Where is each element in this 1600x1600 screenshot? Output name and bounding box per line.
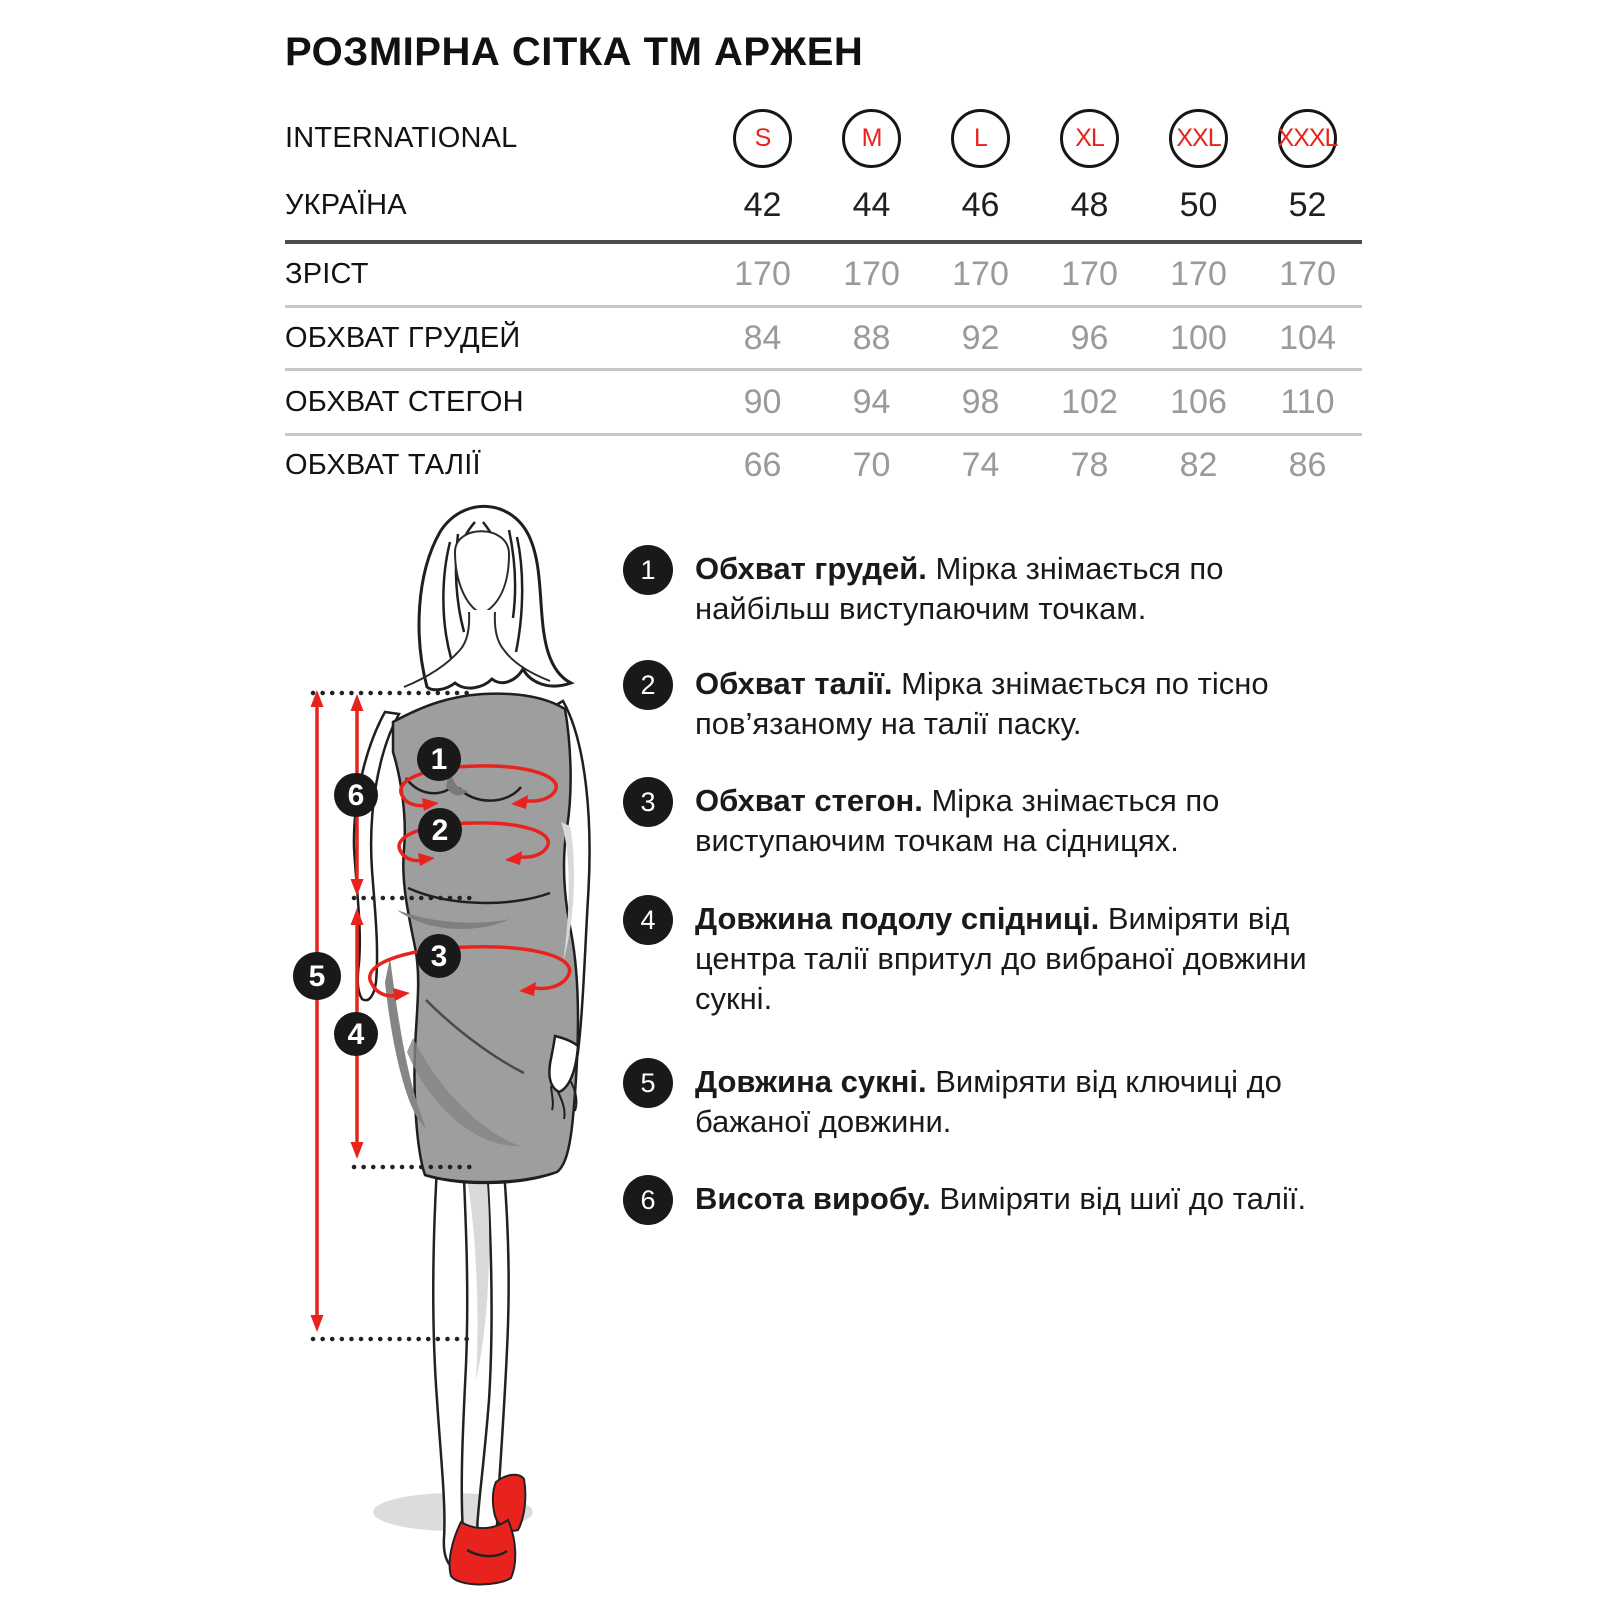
size-value: 170 [952, 255, 1009, 293]
figure-marker-6: 6 [347, 779, 365, 812]
legend-number-badge: 5 [623, 1058, 673, 1108]
figure-marker-2: 2 [431, 814, 449, 847]
size-value: 52 [1288, 186, 1327, 224]
figure-illustration [280, 490, 640, 1600]
size-value: 170 [843, 255, 900, 293]
size-value: 94 [852, 382, 891, 421]
legend-desc: Виміряти від шиї до талії. [939, 1181, 1307, 1216]
figure-marker-1: 1 [430, 743, 448, 776]
size-value: 104 [1279, 318, 1336, 357]
legend-number-badge: 4 [623, 895, 673, 945]
size-value: 66 [743, 446, 782, 484]
legend-item-waist [623, 660, 1330, 744]
legend-desc: Мірка знімається по тісно пов’язаному на талії паску. [695, 666, 1269, 741]
size-value: 102 [1061, 382, 1118, 421]
row-label: ОБХВАТ ГРУДЕЙ [285, 321, 521, 354]
legend-number-badge: 2 [623, 660, 673, 710]
legend-number-badge: 6 [623, 1175, 673, 1225]
size-badge: L [951, 109, 1010, 168]
legend-item-dress-length [623, 1058, 1330, 1142]
size-value: 96 [1070, 318, 1109, 357]
legend-desc: Виміряти від центра талії впритул до вибраної довжини сукні. [695, 901, 1307, 1016]
row-label: ОБХВАТ ТАЛІЇ [285, 449, 481, 481]
size-value: 82 [1179, 446, 1218, 484]
size-value: 74 [961, 446, 1000, 484]
size-value: 170 [1061, 255, 1118, 293]
size-badge: XXXL [1278, 109, 1337, 168]
size-table [285, 105, 1362, 495]
size-value: 170 [734, 255, 791, 293]
legend-text [695, 1179, 1325, 1219]
table-row-international [285, 105, 1362, 171]
table-row-hips [285, 368, 1362, 433]
legend-number-badge: 1 [623, 545, 673, 595]
size-value: 78 [1070, 446, 1109, 484]
size-value: 70 [852, 446, 891, 484]
table-row-height [285, 240, 1362, 305]
size-value: 170 [1279, 255, 1336, 293]
row-label: ЗРІСТ [285, 258, 369, 290]
size-value: 98 [961, 382, 1000, 421]
measurement-diagram [280, 490, 640, 1600]
legend-number-badge: 3 [623, 777, 673, 827]
figure-marker-3: 3 [430, 940, 448, 973]
size-badge: XL [1060, 109, 1119, 168]
size-value: 84 [743, 318, 782, 357]
table-row-ukraine [285, 171, 1362, 240]
size-value: 92 [961, 318, 1000, 357]
row-label: ОБХВАТ СТЕГОН [285, 385, 524, 418]
size-value: 106 [1170, 382, 1227, 421]
legend-item-product-height [623, 1175, 1330, 1225]
row-label: INTERNATIONAL [285, 121, 518, 154]
size-value: 44 [852, 186, 891, 224]
legend-term: Обхват стегон. [695, 783, 923, 818]
legend-text [695, 664, 1325, 744]
legend-text [695, 899, 1325, 1019]
size-value: 48 [1070, 186, 1109, 224]
legend-term: Висота виробу. [695, 1181, 931, 1216]
table-row-waist [285, 433, 1362, 495]
size-value: 90 [743, 382, 782, 421]
figure-marker-4: 4 [347, 1018, 365, 1051]
size-value: 50 [1179, 186, 1218, 224]
measure-arrow-dress-length [308, 690, 326, 1332]
legend-item-hips [623, 777, 1330, 861]
size-value: 170 [1170, 255, 1227, 293]
size-value: 42 [743, 186, 782, 224]
legend-term: Обхват талії. [695, 666, 893, 701]
legend-item-skirt-length [623, 895, 1330, 1019]
figure-marker-5: 5 [308, 960, 326, 993]
table-row-chest [285, 305, 1362, 368]
legend-item-chest [623, 545, 1330, 629]
legend-text [695, 781, 1325, 861]
row-label: УКРАЇНА [285, 189, 407, 221]
legend-desc: Мірка знімається по найбільш виступаючим точкам. [695, 551, 1224, 626]
size-value: 100 [1170, 318, 1227, 357]
legend-desc: Виміряти від ключиці до бажаної довжини. [695, 1064, 1282, 1139]
legend-term: Довжина подолу спідниці. [695, 901, 1100, 936]
legend-text [695, 1062, 1325, 1142]
size-badge: XXL [1169, 109, 1228, 168]
size-value: 88 [852, 318, 891, 357]
size-value: 46 [961, 186, 1000, 224]
legend-term: Обхват грудей. [695, 551, 927, 586]
page-title: РОЗМІРНА СІТКА ТМ АРЖЕН [285, 30, 864, 74]
size-value: 86 [1288, 446, 1327, 484]
legend-desc: Мірка знімається по виступаючим точкам на сідницях. [695, 783, 1220, 858]
size-value: 110 [1280, 382, 1335, 421]
size-badge: M [842, 109, 901, 168]
legend-term: Довжина сукні. [695, 1064, 927, 1099]
legend-text [695, 549, 1325, 629]
size-badge: S [733, 109, 792, 168]
